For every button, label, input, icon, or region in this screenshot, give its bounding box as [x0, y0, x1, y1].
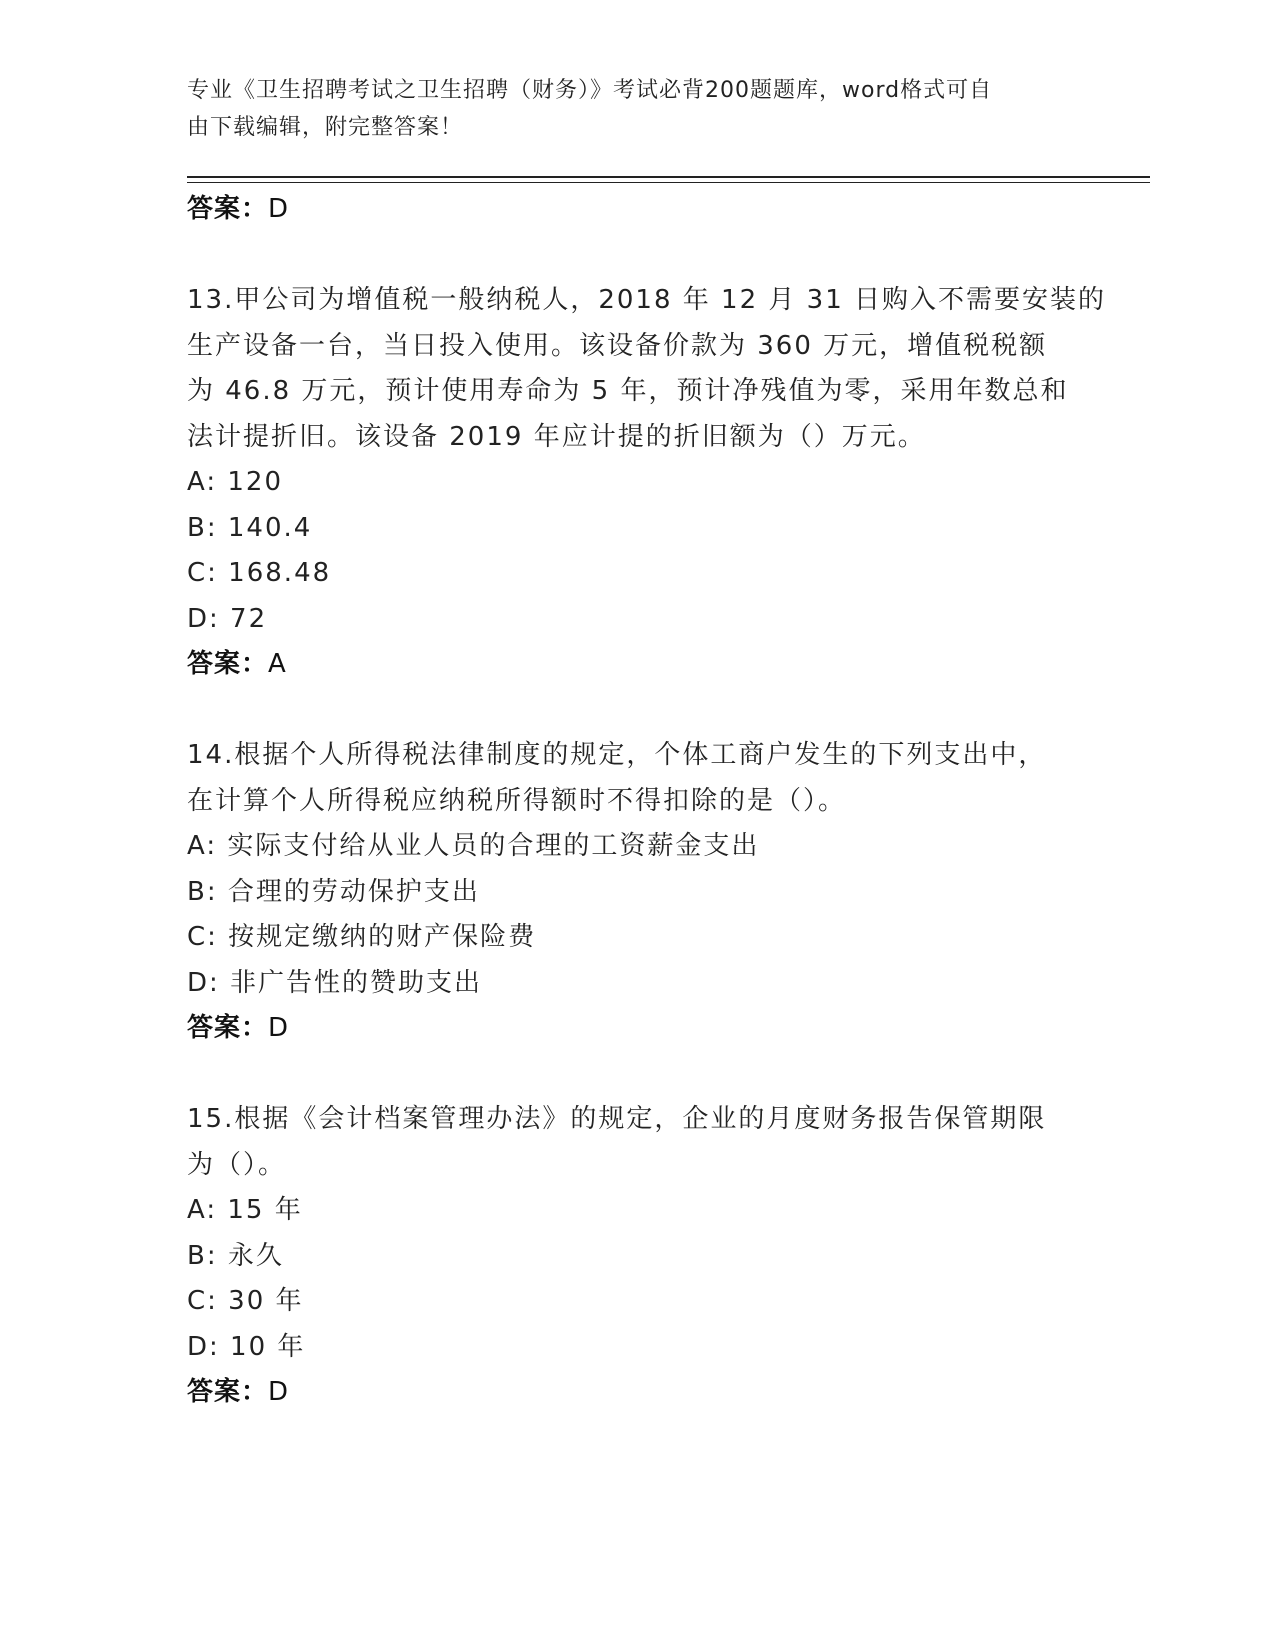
spacer — [187, 688, 1087, 734]
option-c: C: 168.48 — [187, 558, 332, 588]
option-a: A: 15 年 — [187, 1195, 303, 1225]
option-b: B: 140.4 — [187, 512, 313, 543]
question-stem-line: 13.甲公司为增值税一般纳税人，2018 年 12 月 31 日购入不需要安装的 — [187, 285, 1107, 315]
option-c: C: 按规定缴纳的财产保险费 — [187, 922, 537, 952]
option-a: A: 实际支付给从业人员的合理的工资薪金支出 — [187, 831, 760, 861]
option-d: D: 非广告性的赞助支出 — [187, 967, 483, 998]
option-b: B: 合理的劳动保护支出 — [187, 876, 480, 907]
answer-value: D — [268, 1377, 290, 1407]
header-line-2: 由下载编辑，附完整答案！ — [187, 115, 464, 140]
question-answer — [187, 1370, 1087, 1416]
question-15 — [187, 1097, 1087, 1416]
question-stem-line: 为（）。 — [187, 1149, 287, 1180]
option-d: D: 72 — [187, 603, 268, 634]
question-answer — [187, 1006, 1087, 1052]
question-13 — [187, 278, 1107, 688]
option-d: D: 10 年 — [187, 1331, 306, 1362]
question-stem-line: 在计算个人所得税应纳税所得额时不得扣除的是（）。 — [187, 785, 847, 816]
question-stem-line: 为 46.8 万元，预计使用寿命为 5 年，预计净残值为零，采用年数总和 — [187, 376, 1069, 406]
question-stem-line: 法计提折旧。该设备 2019 年应计提的折旧额为（）万元。 — [187, 421, 926, 452]
spacer — [187, 233, 1087, 279]
spacer — [187, 1052, 1087, 1098]
previous-answer — [187, 187, 1087, 233]
answer-label: 答案： — [187, 649, 269, 679]
header-divider-thin — [187, 182, 1150, 183]
option-b: B: 永久 — [187, 1240, 284, 1271]
header-line-1: 专业《卫生招聘考试之卫生招聘（财务）》考试必背200题题库，word格式可自 — [187, 78, 993, 103]
question-stem-line: 14.根据个人所得税法律制度的规定，个体工商户发生的下列支出中， — [187, 740, 1047, 770]
question-14 — [187, 733, 1087, 1052]
answer-value: D — [268, 194, 290, 224]
option-c: C: 30 年 — [187, 1286, 304, 1316]
option-a: A: 120 — [187, 467, 283, 497]
answer-value: D — [268, 1013, 290, 1043]
header-divider-thick — [187, 176, 1150, 178]
question-stem-line: 生产设备一台，当日投入使用。该设备价款为 360 万元，增值税税额 — [187, 330, 1048, 361]
answer-label: 答案： — [187, 1377, 269, 1407]
question-answer — [187, 642, 1087, 688]
answer-label: 答案： — [187, 194, 269, 224]
answer-value: A — [268, 649, 287, 679]
question-list — [187, 187, 1107, 1416]
question-stem-line: 15.根据《会计档案管理办法》的规定，企业的月度财务报告保管期限 — [187, 1104, 1047, 1134]
document-header — [187, 72, 1067, 146]
answer-label: 答案： — [187, 1013, 269, 1043]
